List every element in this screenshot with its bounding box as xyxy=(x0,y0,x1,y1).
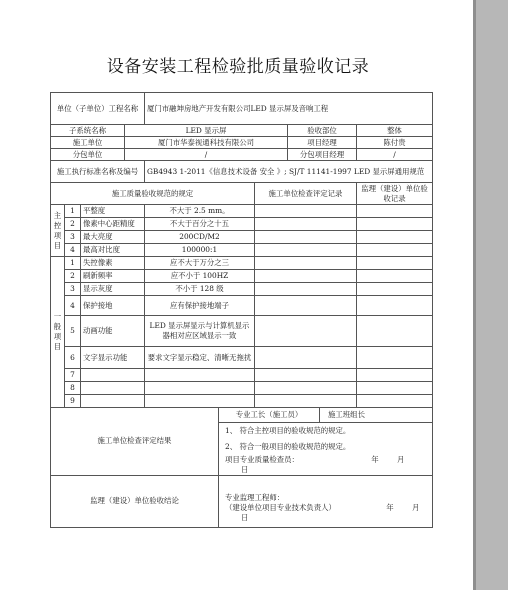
right-gray-panel xyxy=(476,0,508,590)
main-item-supervision xyxy=(357,231,433,244)
general-item-name: 保护接地 xyxy=(81,296,145,316)
general-item-check xyxy=(255,347,357,369)
subsystem-label: 子系统名称 xyxy=(51,125,125,137)
general-item-no: 4 xyxy=(65,296,81,316)
main-item-no: 1 xyxy=(65,205,81,218)
contractor-label: 施工单位 xyxy=(51,137,125,149)
general-item-check xyxy=(255,270,357,283)
supervisor-signature-area xyxy=(219,475,433,527)
main-item-value: 100000:1 xyxy=(145,244,255,257)
check-column-header: 施工单位检查评定记录 xyxy=(255,183,357,205)
general-item-check xyxy=(255,369,357,382)
main-item-no: 3 xyxy=(65,231,81,244)
main-item-supervision xyxy=(357,244,433,257)
supervision-column-header: 监理（建设）单位验收记录 xyxy=(357,183,433,205)
panel-divider xyxy=(473,0,476,590)
general-item-supervision xyxy=(357,296,433,316)
general-item-value xyxy=(145,382,255,395)
general-item-no: 7 xyxy=(65,369,81,382)
project-manager-label: 项目经理 xyxy=(288,137,357,149)
main-item-name: 最高对比度 xyxy=(81,244,145,257)
main-item-value: 不大于 2.5 mm。 xyxy=(145,205,255,218)
general-item-check xyxy=(255,257,357,270)
general-item-check xyxy=(255,283,357,296)
general-item-no: 1 xyxy=(65,257,81,270)
general-item-value: 不小于 128 级 xyxy=(145,283,255,296)
foreman-label: 专业工长（施工员） xyxy=(219,408,320,423)
general-item-value: 应不小于 100HZ xyxy=(145,270,255,283)
inspection-form-table xyxy=(50,92,433,528)
evaluation-line-2: 2、 符合一般项目的验收规范的规定。 xyxy=(219,439,433,455)
supervisor-engineer-label: 专业监理工程师： xyxy=(225,492,285,502)
construction-tech-label: （建设单位项目专业技术负责人） xyxy=(225,502,336,512)
evaluation-inspector-row: 项目专业质量检查员： 年 月 日 xyxy=(219,455,433,476)
general-item-value: LED 显示屏显示与计算机显示器相对应区域显示一致 xyxy=(145,316,255,347)
main-item-check xyxy=(255,244,357,257)
general-item-name: 显示灰度 xyxy=(81,283,145,296)
main-item-name: 像素中心距精度 xyxy=(81,218,145,231)
general-item-no: 8 xyxy=(65,382,81,395)
general-item-value: 要求文字显示稳定、清晰无拖扰 xyxy=(145,347,255,369)
standard-label: 施工执行标准名称及编号 xyxy=(51,161,145,183)
standard-value: GB4943 1-2011《信息技术设备 安全 》; SJ/T 11141-1997 LED 显示屏通用规范 xyxy=(145,161,433,183)
main-item-name: 平整度 xyxy=(81,205,145,218)
general-item-check xyxy=(255,296,357,316)
general-item-supervision xyxy=(357,283,433,296)
supervisor-date-row: （建设单位项目专业技术负责人） 年 月 日 xyxy=(225,502,420,522)
general-item-supervision xyxy=(357,316,433,347)
general-item-no: 5 xyxy=(65,316,81,347)
unit-name-value: 厦门市融坤房地产开发有限公司LED 显示屏及音响工程 xyxy=(145,93,433,125)
main-item-no: 4 xyxy=(65,244,81,257)
evaluation-result-label: 施工单位检查评定结果 xyxy=(51,408,219,476)
main-control-group-label: 主 控 项 目 xyxy=(51,205,65,257)
inspector-label: 项目专业质量检查员： xyxy=(225,454,299,464)
team-leader-label: 施工班组长 xyxy=(320,408,433,423)
main-item-value: 不大于百分之十五 xyxy=(145,218,255,231)
main-item-name: 最大亮度 xyxy=(81,231,145,244)
general-item-name xyxy=(81,395,145,408)
inspection-part-label: 验收部位 xyxy=(288,125,357,137)
general-item-value xyxy=(145,395,255,408)
general-item-check xyxy=(255,316,357,347)
main-item-check xyxy=(255,205,357,218)
subcontractor-label: 分包单位 xyxy=(51,149,125,161)
general-item-value xyxy=(145,369,255,382)
unit-name-label: 单位（子单位）工程名称 xyxy=(51,93,145,125)
general-item-name: 动画功能 xyxy=(81,316,145,347)
general-item-name: 刷新频率 xyxy=(81,270,145,283)
general-item-name xyxy=(81,369,145,382)
main-item-supervision xyxy=(357,205,433,218)
sub-project-manager-value: / xyxy=(357,149,433,161)
general-item-name: 文字显示功能 xyxy=(81,347,145,369)
subcontractor-value: / xyxy=(125,149,288,161)
general-item-supervision xyxy=(357,257,433,270)
general-item-value: 应有保护接地端子 xyxy=(145,296,255,316)
general-item-supervision xyxy=(357,369,433,382)
inspection-part-value: 整体 xyxy=(357,125,433,137)
main-item-value: 200CD/M2 xyxy=(145,231,255,244)
sub-project-manager-label: 分包项目经理 xyxy=(288,149,357,161)
main-item-check xyxy=(255,218,357,231)
general-item-value: 应不大于万分之三 xyxy=(145,257,255,270)
spec-column-header: 施工质量验收规范的规定 xyxy=(51,183,255,205)
page-title: 设备安装工程检验批质量验收记录 xyxy=(106,57,370,77)
general-group-label: 一 般 项 目 xyxy=(51,257,65,408)
main-item-check xyxy=(255,231,357,244)
general-item-supervision xyxy=(357,395,433,408)
supervision-conclusion-label: 监理（建设）单位验收结论 xyxy=(51,475,219,527)
general-item-name: 失控像素 xyxy=(81,257,145,270)
general-item-no: 9 xyxy=(65,395,81,408)
general-item-no: 6 xyxy=(65,347,81,369)
contractor-value: 厦门市华泰视通科技有限公司 xyxy=(125,137,288,149)
project-manager-value: 陈付贵 xyxy=(357,137,433,149)
general-item-supervision xyxy=(357,270,433,283)
general-item-name xyxy=(81,382,145,395)
main-item-no: 2 xyxy=(65,218,81,231)
general-item-no: 2 xyxy=(65,270,81,283)
general-item-no: 3 xyxy=(65,283,81,296)
subsystem-value: LED 显示屏 xyxy=(125,125,288,137)
general-item-supervision xyxy=(357,347,433,369)
evaluation-line-1: 1、 符合主控项目的验收规范的规定。 xyxy=(219,423,433,439)
general-item-check xyxy=(255,382,357,395)
general-item-supervision xyxy=(357,382,433,395)
main-item-supervision xyxy=(357,218,433,231)
general-item-check xyxy=(255,395,357,408)
